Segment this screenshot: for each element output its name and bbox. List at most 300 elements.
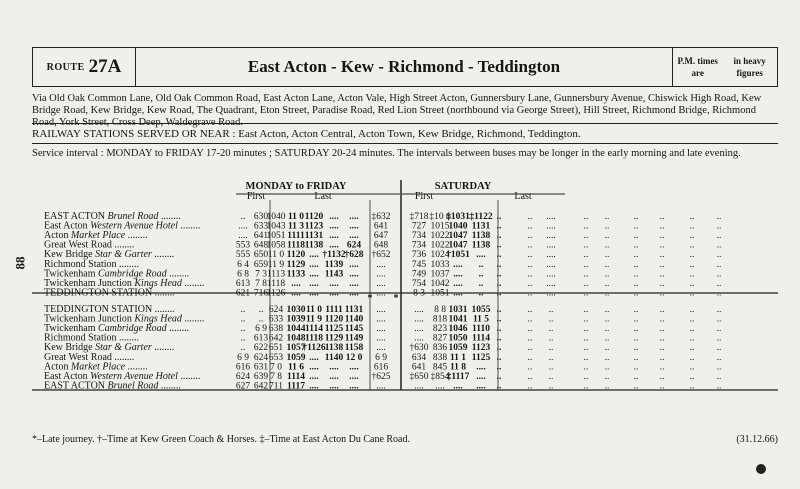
southbound-time-cell: .... <box>349 212 359 222</box>
southbound-time-cell: 1131 <box>471 221 491 232</box>
via-description: Via Old Oak Common Lane, Old Oak Common Road, East Acton Lane, Acton Vale, High Street Acton, Gunnersbury Lane, Gunnersbury Avenue, Chiswick High Road, Kew Bridge Road, Kew Bridge, Kew Road, The Quadrant, Eton Street, Paradise Road, Red Lion Street (northbound via George Street), Hill Street, Richmond Bridge, Richmond Road, York Street, Cross Deep, Waldegrave Road. <box>32 93 762 128</box>
southbound-time-cell: 1051 <box>430 288 450 299</box>
northbound-time-cell: .. <box>633 333 639 344</box>
northbound-time-cell: 641 <box>411 362 427 373</box>
southbound-time-cell: .. <box>689 278 695 289</box>
southbound-time-cell: .. <box>604 278 610 289</box>
southbound-time-cell: .. <box>604 231 610 242</box>
southbound-time-cell: 1111 <box>287 231 305 242</box>
southbound-time-cell: .. <box>604 250 610 261</box>
northbound-time-cell: .... <box>476 381 486 392</box>
southbound-stop-name: East Acton Western Avenue Hotel ........ <box>44 220 201 232</box>
southbound-time-cell: †628 <box>344 250 364 261</box>
northbound-time-cell: .... <box>349 362 359 373</box>
northbound-time-cell: .... <box>329 371 339 382</box>
northbound-time-cell: 11 6 <box>287 362 305 373</box>
southbound-time-cell: .. <box>716 221 722 232</box>
southbound-time-cell: 1120 <box>304 212 324 222</box>
northbound-time-cell: .. <box>716 333 722 344</box>
southbound-time-cell: .. <box>659 212 665 222</box>
southbound-time-cell: .. <box>659 250 665 261</box>
southbound-time-cell: .. <box>689 221 695 232</box>
southbound-time-cell: .. <box>604 269 610 280</box>
northbound-time-cell: .. <box>716 305 722 315</box>
southbound-time-cell: .. <box>659 278 665 289</box>
southbound-time-cell: .... <box>453 278 463 289</box>
northbound-time-cell: 838 <box>432 352 448 363</box>
southbound-time-cell: .. <box>604 240 610 251</box>
northbound-time-cell: 642 <box>253 381 269 392</box>
southbound-time-cell: .... <box>376 269 386 280</box>
northbound-time-cell: .. <box>659 305 665 315</box>
southbound-time-cell: .... <box>546 212 556 222</box>
northbound-time-cell: .. <box>716 381 722 392</box>
southbound-time-cell: .... <box>453 269 463 280</box>
southbound-time-cell: .. <box>633 250 639 261</box>
southbound-time-cell: 1047 <box>448 231 468 242</box>
southbound-time-cell: .. <box>633 269 639 280</box>
northbound-time-cell: .... <box>349 381 359 392</box>
northbound-time-cell: 633 <box>268 314 284 325</box>
southbound-time-cell: †1132 <box>322 250 346 261</box>
northbound-time-cell: .. <box>689 314 695 325</box>
southbound-time-cell: 1138 <box>471 240 491 251</box>
southbound-time-cell: .... <box>546 240 556 251</box>
southbound-time-cell: 1058 <box>266 240 286 251</box>
northbound-time-cell: .. <box>548 314 554 325</box>
southbound-time-cell: 1015 <box>430 221 450 232</box>
northbound-time-cell: 711 <box>269 381 283 392</box>
southbound-time-cell: .. <box>716 250 722 261</box>
northbound-time-cell: .... <box>414 314 424 325</box>
northbound-time-cell: .. <box>604 343 610 354</box>
northbound-time-cell: .... <box>376 324 386 335</box>
southbound-time-cell: 6 4 <box>237 259 249 270</box>
northbound-time-cell: .. <box>689 333 695 344</box>
southbound-time-cell: 734 <box>411 231 427 242</box>
northbound-time-cell: 616 <box>235 362 251 373</box>
southbound-time-cell: .... <box>546 259 556 270</box>
southbound-time-cell: 1051 <box>266 231 286 242</box>
southbound-stop-name: Twickenham Cambridge Road ........ <box>44 268 190 280</box>
northbound-time-cell: .. <box>240 324 246 335</box>
southbound-time-cell: .. <box>716 288 722 299</box>
southbound-stop-name: Twickenham Junction Kings Head ........ <box>44 277 205 289</box>
southbound-time-cell: .. <box>496 288 502 299</box>
northbound-time-cell: .. <box>604 305 610 315</box>
northbound-time-cell: .. <box>527 343 533 354</box>
northbound-time-cell: .. <box>583 381 589 392</box>
northbound-time-cell: .. <box>583 371 589 382</box>
northbound-time-cell: .. <box>604 314 610 325</box>
northbound-time-cell: .. <box>659 343 665 354</box>
northbound-time-cell: 6 9 <box>255 324 267 335</box>
northbound-time-cell: ‡1117 <box>446 371 470 382</box>
southbound-time-cell: 716 <box>253 288 269 299</box>
southbound-time-cell: .... <box>329 288 339 299</box>
southbound-stop-name: Acton Market Place ........ <box>44 230 148 242</box>
northbound-time-cell: .... <box>476 362 486 373</box>
northbound-time-cell: .. <box>604 371 610 382</box>
southbound-time-cell: .. <box>716 278 722 289</box>
southbound-time-cell: .... <box>546 269 556 280</box>
southbound-time-cell: .. <box>478 288 484 299</box>
service-interval: Service interval : MONDAY to FRIDAY 17-20 minutes ; SATURDAY 20-24 minutes. The intervals between buses may be longer in the early morning and late evening. <box>32 148 741 159</box>
footnote-text: *–Late journey. †–Time at Kew Green Coach & Horses. ‡–Time at East Acton Du Cane Road. <box>32 434 410 445</box>
northbound-time-cell: 11 5 <box>472 314 490 325</box>
northbound-time-cell: 1057 <box>286 343 306 354</box>
northbound-time-cell: .... <box>414 381 424 392</box>
northbound-time-cell: .. <box>240 305 246 315</box>
southbound-time-cell: 613 <box>235 278 251 289</box>
northbound-time-cell: .. <box>496 371 502 382</box>
northbound-time-cell: .. <box>604 333 610 344</box>
southbound-time-cell: .. <box>659 288 665 299</box>
northbound-time-cell: .... <box>376 343 386 354</box>
northbound-time-cell: .. <box>689 381 695 392</box>
northbound-time-cell: 7 8 <box>270 371 282 382</box>
northbound-stop-name: Richmond Station ........ <box>44 332 139 344</box>
southbound-time-cell: 1024 <box>430 250 450 261</box>
southbound-time-cell: 1040 <box>448 221 468 232</box>
northbound-time-cell: .. <box>633 343 639 354</box>
southbound-time-cell: .. <box>478 278 484 289</box>
southbound-time-cell: .. <box>527 212 533 222</box>
northbound-stop-name: EAST ACTON Brunel Road ........ <box>44 380 181 392</box>
northbound-time-cell: .... <box>376 305 386 315</box>
northbound-stop-name: East Acton Western Avenue Hotel ........ <box>44 370 201 382</box>
southbound-time-cell: 1022 <box>430 240 450 251</box>
southbound-time-cell: .. <box>659 259 665 270</box>
northbound-time-cell: .. <box>633 314 639 325</box>
northbound-time-cell: .. <box>633 362 639 373</box>
page-number: 88 <box>12 256 28 270</box>
southbound-time-cell: 7 3 <box>255 269 267 280</box>
southbound-time-cell: .. <box>689 250 695 261</box>
southbound-time-cell: 1143 <box>324 269 344 280</box>
northbound-time-cell: 624 <box>268 305 284 315</box>
northbound-time-cell: .... <box>309 352 319 363</box>
northbound-time-cell: .. <box>716 362 722 373</box>
southbound-time-cell: .. <box>583 269 589 280</box>
northbound-time-cell: .. <box>527 362 533 373</box>
northbound-time-cell: .. <box>716 314 722 325</box>
northbound-time-cell: 1059 <box>448 343 468 354</box>
northbound-time-cell: .. <box>548 352 554 363</box>
southbound-time-cell: .. <box>633 212 639 222</box>
southbound-time-cell: .... <box>329 231 339 242</box>
southbound-time-cell: 624 <box>346 240 362 251</box>
northbound-time-cell: 638 <box>268 324 284 335</box>
northbound-time-cell: .. <box>633 371 639 382</box>
southbound-time-cell: .. <box>496 250 502 261</box>
southbound-time-cell: .... <box>291 278 301 289</box>
northbound-time-cell: .. <box>548 381 554 392</box>
southbound-time-cell: .. <box>583 288 589 299</box>
southbound-time-cell: ‡718 <box>409 212 429 222</box>
northbound-time-cell: 653 <box>268 352 284 363</box>
northbound-time-cell: .. <box>689 371 695 382</box>
northbound-time-cell: †625 <box>371 371 391 382</box>
southbound-time-cell: 745 <box>411 259 427 270</box>
mf-first-label: First <box>246 191 266 202</box>
northbound-time-cell: .. <box>527 333 533 344</box>
northbound-time-cell: 823 <box>432 324 448 335</box>
northbound-time-cell: 1055 <box>471 305 491 315</box>
northbound-time-cell: .. <box>659 371 665 382</box>
southbound-time-cell: 1138 <box>304 240 324 251</box>
southbound-time-cell: .. <box>583 278 589 289</box>
northbound-time-cell: 1120 <box>324 314 344 325</box>
northbound-time-cell: 11 9 <box>305 314 323 325</box>
late-journey-marker: * <box>367 293 373 304</box>
southbound-time-cell: .... <box>309 269 319 280</box>
northbound-time-cell: .... <box>453 381 463 392</box>
southbound-time-cell: .. <box>604 212 610 222</box>
northbound-time-cell: 622 <box>253 343 269 354</box>
northbound-time-cell: 1125 <box>471 352 491 363</box>
northbound-time-cell: .. <box>496 324 502 335</box>
southbound-time-cell: .... <box>238 231 248 242</box>
southbound-time-cell: .. <box>689 212 695 222</box>
northbound-time-cell: .. <box>659 362 665 373</box>
southbound-time-cell: 641 <box>373 221 389 232</box>
northbound-time-cell: .. <box>604 324 610 335</box>
northbound-time-cell: .. <box>689 305 695 315</box>
southbound-time-cell: .... <box>546 278 556 289</box>
southbound-time-cell: .. <box>496 278 502 289</box>
northbound-time-cell: .. <box>689 324 695 335</box>
northbound-time-cell: .... <box>349 371 359 382</box>
northbound-time-cell: 1114 <box>472 333 490 344</box>
northbound-time-cell: 1125 <box>324 324 344 335</box>
northbound-time-cell: .... <box>435 381 445 392</box>
southbound-time-cell: .... <box>546 221 556 232</box>
northbound-time-cell: .. <box>604 362 610 373</box>
route-label: ROUTE <box>46 61 85 73</box>
southbound-time-cell: .... <box>309 250 319 261</box>
southbound-time-cell: 648 <box>253 240 269 251</box>
southbound-time-cell: .. <box>659 240 665 251</box>
southbound-time-cell: .. <box>633 231 639 242</box>
northbound-time-cell: 624 <box>253 352 269 363</box>
northbound-time-cell: .. <box>240 333 246 344</box>
northbound-time-cell: .... <box>476 371 486 382</box>
southbound-time-cell: .... <box>453 259 463 270</box>
southbound-time-cell: 621 <box>235 288 251 299</box>
southbound-time-cell: †652 <box>371 250 391 261</box>
northbound-time-cell: .. <box>659 314 665 325</box>
southbound-time-cell: .. <box>604 221 610 232</box>
southbound-time-cell: .. <box>527 278 533 289</box>
southbound-time-cell: 1113 <box>266 269 286 280</box>
southbound-stop-name: TEDDINGTON STATION ........ <box>44 287 175 299</box>
northbound-time-cell: 11 8 <box>449 362 467 373</box>
southbound-time-cell: .. <box>496 212 502 222</box>
southbound-time-cell: ‡10 6 <box>429 212 451 222</box>
southbound-time-cell: .. <box>633 259 639 270</box>
southbound-time-cell: .... <box>349 288 359 299</box>
southbound-time-cell: .. <box>496 231 502 242</box>
southbound-time-cell: 1043 <box>266 221 286 232</box>
northbound-time-cell: .. <box>716 324 722 335</box>
northbound-time-cell: .. <box>527 381 533 392</box>
northbound-stop-name: Twickenham Cambridge Road ........ <box>44 323 190 335</box>
southbound-time-cell: .. <box>527 221 533 232</box>
southbound-time-cell: .... <box>546 231 556 242</box>
sat-last-label: Last <box>514 191 532 202</box>
southbound-time-cell: .. <box>716 269 722 280</box>
southbound-time-cell: 1138 <box>471 231 491 242</box>
northbound-time-cell: .. <box>496 333 502 344</box>
southbound-time-cell: .. <box>583 221 589 232</box>
southbound-time-cell: 1118 <box>266 278 286 289</box>
southbound-time-cell: 650 <box>253 250 269 261</box>
route-title: East Acton - Kew - Richmond - Teddington <box>247 57 561 76</box>
southbound-time-cell: .... <box>349 259 359 270</box>
northbound-time-cell: 11 0 <box>305 305 323 315</box>
southbound-time-cell: .... <box>329 278 339 289</box>
northbound-time-cell: .... <box>414 324 424 335</box>
southbound-time-cell: .. <box>496 259 502 270</box>
northbound-time-cell: 12 0 <box>345 352 363 363</box>
monday-friday-heading: MONDAY to FRIDAY <box>245 181 347 192</box>
northbound-time-cell: 845 <box>432 362 448 373</box>
northbound-stop-name: TEDDINGTON STATION ........ <box>44 304 175 315</box>
issue-date: (31.12.66) <box>736 434 778 445</box>
northbound-time-cell: .. <box>633 352 639 363</box>
southbound-time-cell: 1022 <box>430 231 450 242</box>
southbound-time-cell: .... <box>546 250 556 261</box>
northbound-stop-name: Kew Bridge Star & Garter ........ <box>44 342 175 354</box>
southbound-time-cell: .... <box>376 259 386 270</box>
northbound-time-cell: .. <box>633 381 639 392</box>
northbound-time-cell: .... <box>376 333 386 344</box>
northbound-time-cell: 1129 <box>324 333 344 344</box>
pm-note-line2: in heavy figures <box>733 56 766 78</box>
northbound-time-cell: .. <box>716 352 722 363</box>
southbound-time-cell: .. <box>478 269 484 280</box>
southbound-time-cell: 659 <box>253 259 269 270</box>
northbound-time-cell: 1030 <box>286 305 306 315</box>
southbound-time-cell: .. <box>689 259 695 270</box>
southbound-time-cell: 1129 <box>286 259 306 270</box>
northbound-time-cell: 613 <box>253 333 269 344</box>
northbound-time-cell: .. <box>496 381 502 392</box>
northbound-time-cell: 1044 <box>286 324 306 335</box>
northbound-time-cell: .. <box>583 333 589 344</box>
southbound-time-cell: 11 0 <box>267 250 285 261</box>
northbound-time-cell: .. <box>548 324 554 335</box>
southbound-time-cell: .. <box>527 288 533 299</box>
southbound-time-cell: 1040 <box>266 212 286 222</box>
northbound-time-cell: .. <box>583 362 589 373</box>
southbound-time-cell: .. <box>689 240 695 251</box>
northbound-time-cell: .... <box>414 333 424 344</box>
northbound-time-cell: 634 <box>411 352 427 363</box>
southbound-time-cell: .. <box>527 250 533 261</box>
northbound-time-cell: †630 <box>409 343 429 354</box>
northbound-time-cell: 11 1 <box>449 352 467 363</box>
saturday-heading: SATURDAY <box>434 181 492 192</box>
southbound-time-cell: .. <box>527 231 533 242</box>
northbound-time-cell: .. <box>527 371 533 382</box>
southbound-time-cell: 6 8 <box>237 269 249 280</box>
southbound-time-cell: 11 3 <box>287 221 305 232</box>
northbound-time-cell: .. <box>716 343 722 354</box>
northbound-time-cell: 6 9 <box>237 352 249 363</box>
northbound-time-cell: 651 <box>268 343 284 354</box>
southbound-time-cell: .. <box>689 288 695 299</box>
northbound-time-cell: 642 <box>268 333 284 344</box>
northbound-time-cell: .... <box>309 362 319 373</box>
southbound-time-cell: .... <box>349 278 359 289</box>
mf-last-label: Last <box>314 191 332 202</box>
northbound-time-cell: .. <box>689 343 695 354</box>
northbound-time-cell: 631 <box>253 362 269 373</box>
southbound-time-cell: .. <box>583 250 589 261</box>
southbound-time-cell: .. <box>633 278 639 289</box>
northbound-time-cell: 627 <box>235 381 251 392</box>
northbound-stop-name: Acton Market Place ........ <box>44 361 148 373</box>
southbound-time-cell: 754 <box>411 278 427 289</box>
southbound-time-cell: .... <box>238 221 248 232</box>
southbound-time-cell: 11 9 <box>267 259 285 270</box>
southbound-time-cell: 11 0 <box>287 212 305 222</box>
northbound-time-cell: .. <box>604 381 610 392</box>
northbound-time-cell: .... <box>376 314 386 325</box>
northbound-time-cell: 1110 <box>472 324 490 335</box>
northbound-time-cell: ‡854 <box>430 371 450 382</box>
southbound-time-cell: .... <box>453 288 463 299</box>
southbound-time-cell: .... <box>476 250 486 261</box>
northbound-time-cell: .. <box>496 343 502 354</box>
southbound-time-cell: .. <box>716 231 722 242</box>
northbound-time-cell: 1118 <box>305 333 323 344</box>
northbound-time-cell: .. <box>583 305 589 315</box>
northbound-time-cell: .. <box>496 352 502 363</box>
northbound-time-cell: 1041 <box>448 314 468 325</box>
southbound-time-cell: .. <box>496 240 502 251</box>
northbound-time-cell: .. <box>548 371 554 382</box>
southbound-time-cell: 749 <box>411 269 427 280</box>
southbound-time-cell: .... <box>376 288 386 299</box>
southbound-time-cell: .. <box>659 221 665 232</box>
northbound-time-cell: .... <box>329 362 339 373</box>
southbound-time-cell: 648 <box>373 240 389 251</box>
northbound-time-cell: .. <box>527 352 533 363</box>
southbound-time-cell: .. <box>496 269 502 280</box>
southbound-time-cell: .... <box>309 278 319 289</box>
northbound-time-cell: .. <box>583 324 589 335</box>
southbound-time-cell: 553 <box>235 240 251 251</box>
southbound-time-cell: ‡1122 <box>469 212 493 222</box>
page-mark-dot <box>756 464 766 474</box>
northbound-time-cell: 1149 <box>344 333 364 344</box>
southbound-time-cell: .... <box>349 221 359 232</box>
northbound-time-cell: .. <box>689 352 695 363</box>
southbound-time-cell: 641 <box>253 231 269 242</box>
northbound-time-cell: .. <box>583 352 589 363</box>
southbound-time-cell: .... <box>329 212 339 222</box>
southbound-time-cell: .... <box>291 288 301 299</box>
northbound-time-cell: 1140 <box>324 352 344 363</box>
northbound-time-cell: .. <box>548 333 554 344</box>
southbound-time-cell: 633 <box>253 221 269 232</box>
northbound-time-cell: 1046 <box>448 324 468 335</box>
northbound-time-cell: 818 <box>432 314 448 325</box>
northbound-time-cell: .. <box>548 362 554 373</box>
